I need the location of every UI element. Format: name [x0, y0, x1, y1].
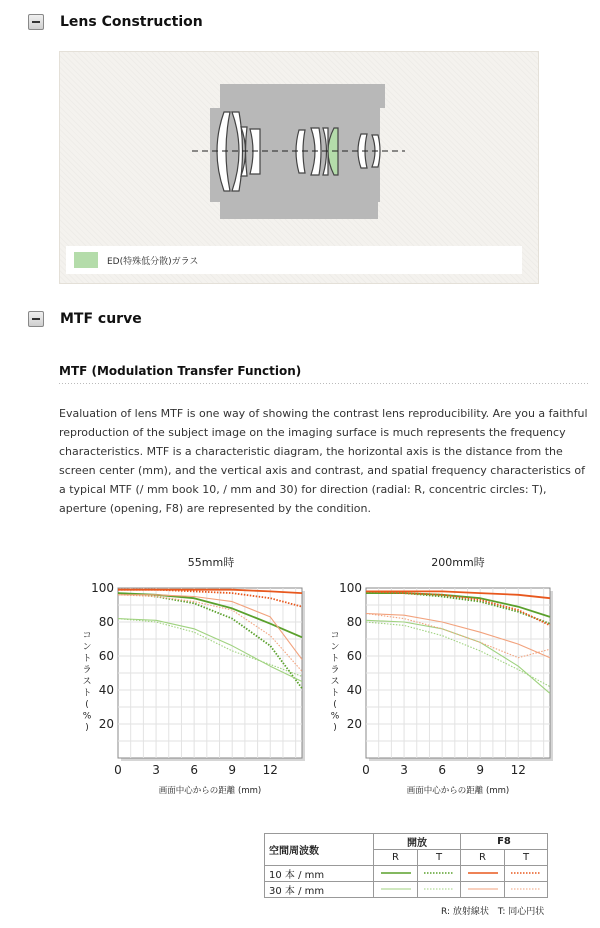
legend-f8-10-r: [461, 866, 505, 882]
open-r-header: R: [374, 850, 418, 866]
lens-construction-header: [28, 14, 203, 30]
y-tick-label: 100: [339, 581, 362, 595]
x-axis-label: 画面中心からの距離 (mm): [406, 786, 510, 796]
open-t-header: T: [418, 850, 461, 866]
open-header: 開放: [374, 834, 461, 850]
x-tick-label: 12: [510, 763, 526, 777]
x-tick-label: 6: [438, 763, 446, 777]
collapse-toggle-mtf[interactable]: [28, 311, 44, 327]
legend-open-30-t: [418, 882, 461, 898]
mtf-charts: [0, 572, 600, 802]
lens-construction-diagram: [59, 51, 539, 284]
ed-glass-swatch: [74, 252, 98, 268]
y-axis-label-char: ト: [330, 654, 340, 664]
y-axis-label-char: ): [333, 723, 337, 733]
x-tick-label: 6: [190, 763, 198, 777]
y-axis-label-char: %: [330, 711, 340, 722]
mtf-description: Evaluation of lens MTF is one way of showing the contrast lens reproducibility. Are you a faithful reproduction of the subject image on the imaging surface is much represents the frequency characteristics. MTF is a characteristic diagram, the horizontal axis is the distance from the screen center (mm), and the vertical axis and contrast, and spatial frequency characteristics of a typical MTF (/ mm book 10, / mm and 30) for direction (radial: R, concentric circles: T), aperture (opening, F8) are represented by the condition.: [59, 407, 588, 515]
y-tick-label: 20: [98, 717, 114, 731]
legend-open-10-r: [374, 866, 418, 882]
y-axis-label-char: ラ: [82, 665, 92, 676]
y-tick-label: 20: [346, 717, 362, 731]
f8-t-header: T: [505, 850, 548, 866]
chart-title-55mm: 55mm時: [187, 556, 235, 569]
y-tick-label: 60: [98, 649, 114, 663]
y-axis-label-char: (: [85, 700, 89, 710]
y-tick-label: 40: [98, 683, 114, 697]
collapse-toggle-lens[interactable]: [28, 14, 44, 30]
mtf-legend-table: [264, 833, 548, 898]
legend-note: R: 放射線状 T: 同心円状: [441, 907, 545, 917]
mtf-curve-title: MTF curve: [60, 311, 142, 327]
legend-f8-30-t: [505, 882, 548, 898]
y-axis-label-char: ン: [330, 642, 340, 653]
chart-title-200mm: 200mm時: [431, 556, 485, 569]
y-axis-label-char: コ: [82, 631, 92, 641]
lens-diagram-image: [60, 52, 538, 242]
row-30-label: 30 本 / mm: [265, 882, 374, 898]
y-axis-label-char: コ: [330, 631, 340, 641]
f8-r-header: R: [461, 850, 505, 866]
y-axis-label-char: ン: [82, 642, 92, 653]
x-tick-label: 0: [362, 763, 370, 777]
y-axis-label-char: ス: [82, 677, 92, 687]
x-axis-label: 画面中心からの距離 (mm): [158, 786, 262, 796]
f8-header: F8: [461, 834, 548, 850]
subheading-divider: [59, 383, 589, 384]
legend-open-30-r: [374, 882, 418, 898]
ed-glass-legend: [66, 246, 522, 274]
x-tick-label: 9: [476, 763, 485, 777]
y-axis-label-char: ): [85, 723, 89, 733]
y-axis-label-char: %: [82, 711, 92, 722]
y-tick-label: 80: [98, 615, 114, 629]
mtf-curve-header: [28, 311, 142, 327]
ed-glass-label: ED(特殊低分散)ガラス: [107, 256, 199, 267]
x-tick-label: 0: [114, 763, 122, 777]
x-tick-label: 12: [262, 763, 278, 777]
y-axis-label-char: ト: [82, 688, 92, 699]
x-tick-label: 9: [228, 763, 237, 777]
row-10-label: 10 本 / mm: [265, 866, 374, 882]
legend-f8-10-t: [505, 866, 548, 882]
y-tick-label: 60: [346, 649, 362, 663]
y-axis-label-char: ト: [82, 654, 92, 664]
legend-open-10-t: [418, 866, 461, 882]
y-axis-label-char: ラ: [330, 665, 340, 676]
x-tick-label: 3: [400, 763, 408, 777]
freq-header: 空間周波数: [265, 834, 374, 866]
y-tick-label: 80: [346, 615, 362, 629]
y-axis-label-char: ス: [330, 677, 340, 687]
y-axis-label-char: (: [333, 700, 337, 710]
mtf-subheading: MTF (Modulation Transfer Function): [59, 364, 302, 378]
y-tick-label: 100: [91, 581, 114, 595]
legend-f8-30-r: [461, 882, 505, 898]
y-axis-label-char: ト: [330, 688, 340, 699]
lens-construction-title: Lens Construction: [60, 14, 203, 30]
x-tick-label: 3: [152, 763, 160, 777]
y-tick-label: 40: [346, 683, 362, 697]
